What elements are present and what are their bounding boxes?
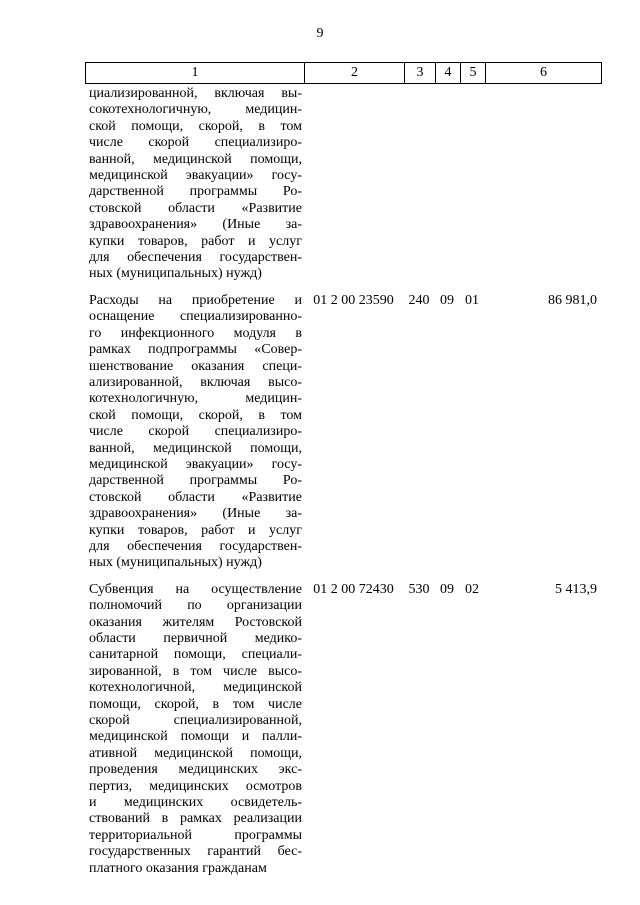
table-body xyxy=(85,86,601,887)
description-line: здравоохранения» (Иные за- xyxy=(89,506,302,522)
table-row xyxy=(85,293,601,572)
description-line: дарственной программы Ро- xyxy=(89,184,302,200)
description-line: стовской области «Развитие xyxy=(89,489,302,505)
table-row xyxy=(85,86,601,283)
description-line: ализированной, включая высо- xyxy=(89,374,302,390)
subsection-code: 01 xyxy=(465,292,479,308)
description-line: оснащение специализированно- xyxy=(89,309,302,325)
subsection-code: 02 xyxy=(465,581,479,597)
description-line: числе скорой специализиро- xyxy=(89,424,302,440)
column-number-3: 3 xyxy=(405,63,436,84)
description-line: территориальной программы xyxy=(89,827,302,843)
description-line: ативной медицинской помощи, xyxy=(89,745,302,761)
description-line: ской помощи, скорой, в том xyxy=(89,407,302,423)
description-line: медицинской помощи и палли- xyxy=(89,729,302,745)
table-column-header xyxy=(85,62,602,84)
description-line: оказания жителям Ростовской xyxy=(89,614,302,630)
description-line: ской помощи, скорой, в том xyxy=(89,118,302,134)
description-line: шенствование оказания специ- xyxy=(89,358,302,374)
description-line: дарственной программы Ро- xyxy=(89,473,302,489)
description-line: пертиз, медицинских осмотров xyxy=(89,778,302,794)
column-number-5: 5 xyxy=(461,63,486,84)
description-line: числе скорой специализиро- xyxy=(89,135,302,151)
description-line: проведения медицинских экс- xyxy=(89,762,302,778)
target-article-code: 01 2 00 23590 xyxy=(313,292,394,308)
description-line: полномочий по организации xyxy=(89,598,302,614)
expense-type-code: 530 xyxy=(408,581,430,597)
description-line: ствований в рамках реализации xyxy=(89,811,302,827)
column-number-6: 6 xyxy=(486,63,602,84)
row-description xyxy=(85,582,302,877)
row-description xyxy=(85,86,302,283)
description-line: ванной, медицинской помощи, xyxy=(89,440,302,456)
description-line: Субвенция на осуществление xyxy=(89,581,302,597)
description-line: стовской области «Развитие xyxy=(89,200,302,216)
description-line: и медицинских освидетель- xyxy=(89,795,302,811)
description-line: ных (муниципальных) нужд) xyxy=(89,266,262,282)
column-number-2: 2 xyxy=(305,63,405,84)
description-line: котехнологичную, медицин- xyxy=(89,391,302,407)
description-line: котехнологичной, медицинской xyxy=(89,680,302,696)
amount-value: 5 413,9 xyxy=(555,581,597,597)
description-line: циализированной, включая вы- xyxy=(89,86,302,101)
description-line: области первичной медико- xyxy=(89,631,302,646)
description-line: сокотехнологичную, медицин- xyxy=(89,102,302,118)
column-number-4: 4 xyxy=(436,63,461,84)
description-line: медицинской эвакуации» госу- xyxy=(89,168,302,184)
page-number: 9 xyxy=(316,26,324,41)
section-code: 09 xyxy=(440,292,454,308)
description-line: санитарной помощи, специали- xyxy=(89,647,302,663)
description-line: медицинской эвакуации» госу- xyxy=(89,456,302,472)
description-line: платного оказания гражданам xyxy=(89,860,267,876)
description-line: государственных гарантий бес- xyxy=(89,844,302,860)
section-code: 09 xyxy=(440,581,454,597)
description-line: скорой специализированной, xyxy=(89,713,302,729)
target-article-code: 01 2 00 72430 xyxy=(313,581,394,597)
row-description xyxy=(85,293,302,572)
description-line: рамках подпрограммы «Совер- xyxy=(89,342,302,358)
description-line: купки товаров, работ и услуг xyxy=(89,233,302,249)
description-line: здравоохранения» (Иные за- xyxy=(89,217,302,233)
description-line: го инфекционного модуля в xyxy=(89,325,302,341)
column-number-1: 1 xyxy=(86,63,305,84)
description-line: зированной, в том числе высо- xyxy=(89,663,302,679)
amount-value: 86 981,0 xyxy=(548,292,597,308)
description-line: ных (муниципальных) нужд) xyxy=(89,555,262,571)
description-line: для обеспечения государствен- xyxy=(89,538,302,554)
description-line: для обеспечения государствен- xyxy=(89,250,302,266)
description-line: помощи, скорой, в том числе xyxy=(89,696,302,712)
description-line: Расходы на приобретение и xyxy=(89,292,302,308)
description-line: купки товаров, работ и услуг xyxy=(89,522,302,538)
table-row xyxy=(85,582,601,877)
expense-type-code: 240 xyxy=(408,292,430,308)
description-line: ванной, медицинской помощи, xyxy=(89,151,302,167)
